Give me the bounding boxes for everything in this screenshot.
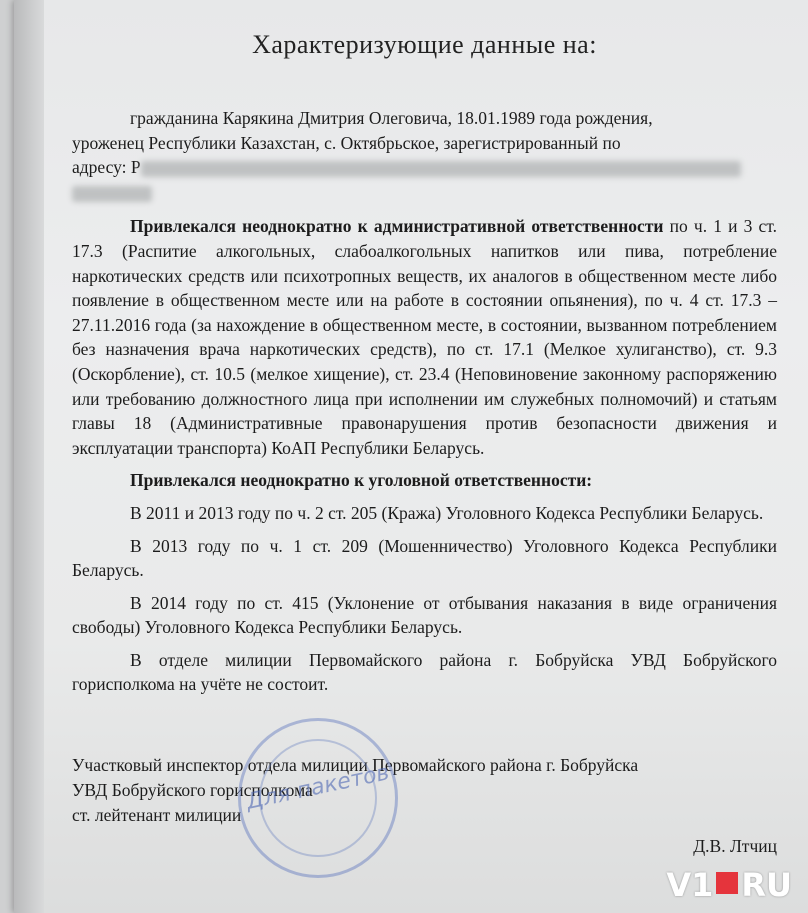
intro-line-3 xyxy=(72,155,777,180)
signatory-line-2: УВД Бобруйского горисполкома xyxy=(72,780,313,801)
redacted-address-end xyxy=(72,186,152,202)
criminal-item: В 2014 году по ст. 415 (Уклонение от отбывания наказания в виде ограничения свободы) Уголовного Кодекса Республики Беларусь. xyxy=(72,592,777,638)
signatory-line-3: ст. лейтенант милиции xyxy=(72,805,242,826)
signature-block xyxy=(72,753,777,859)
stamp-text: Для пакетов xyxy=(244,760,392,815)
watermark-left: V1 xyxy=(666,866,714,904)
criminal-heading-paragraph xyxy=(72,468,777,493)
watermark-right: RU xyxy=(741,866,792,904)
official-stamp xyxy=(238,718,398,878)
redacted-address xyxy=(141,161,741,177)
admin-heading: Привлекался неоднократно к административной ответственности xyxy=(130,216,664,237)
criminal-heading: Привлекался неоднократно к уголовной ответственности: xyxy=(130,470,593,491)
criminal-item: В 2013 году по ч. 1 ст. 209 (Мошенничество) Уголовного Кодекса Республики Беларусь. xyxy=(72,535,777,581)
admin-paragraph xyxy=(72,214,777,460)
document-title: Характеризующие данные на: xyxy=(252,30,597,59)
intro-line-4 xyxy=(72,180,777,205)
paper-fold-shadow xyxy=(14,0,44,913)
signatory-name: Д.В. Лтчиц xyxy=(693,836,777,857)
admin-text: по ч. 1 и 3 ст. 17.3 (Распитие алкогольных, слабоалкогольных напитков или пива, потребление наркотических средств или психотропных веществ, их аналогов в общественном месте либо появление в общественном месте или на работе в состоянии опьянения), по ч. 4 ст. 17.3 – 27.11.2016 года (за нахождение в общественном месте, в состоянии, вызванном потреблением без назначения врача наркотических средств), по ст. 17.1 (Мелкое хулиганство), ст. 9.3 (Оскорбление), ст. 10.5 (мелкое хищение), ст. 23.4 (Неповиновение законному распоряжению или требованию должностного лица при исполнении им служебных полномочий) и статьям главы 18 (Административные правонарушения против безопасности движения и эксплуатации транспорта) КоАП Республики Беларусь. xyxy=(72,216,777,458)
intro-line-2: уроженец Республики Казахстан, с. Октябрьское, зарегистрированный по xyxy=(72,132,621,153)
registry-paragraph: В отделе милиции Первомайского района г. Бобруйска УВД Бобруйского горисполкома на учёте не состоит. xyxy=(72,649,777,695)
criminal-item: В 2011 и 2013 году по ч. 2 ст. 205 (Кража) Уголовного Кодекса Республики Беларусь. xyxy=(130,502,764,523)
address-prefix: адресу: Р xyxy=(72,157,141,178)
watermark-red-square-icon xyxy=(716,872,738,894)
signatory-line-1: Участковый инспектор отдела милиции Первомайского района г. Бобруйска xyxy=(72,755,639,776)
intro-line-1: гражданина Карякина Дмитрия Олеговича, 18.01.1989 года рождения, xyxy=(130,108,653,128)
document-body xyxy=(72,20,777,859)
v1-ru-watermark-logo xyxy=(666,867,792,903)
